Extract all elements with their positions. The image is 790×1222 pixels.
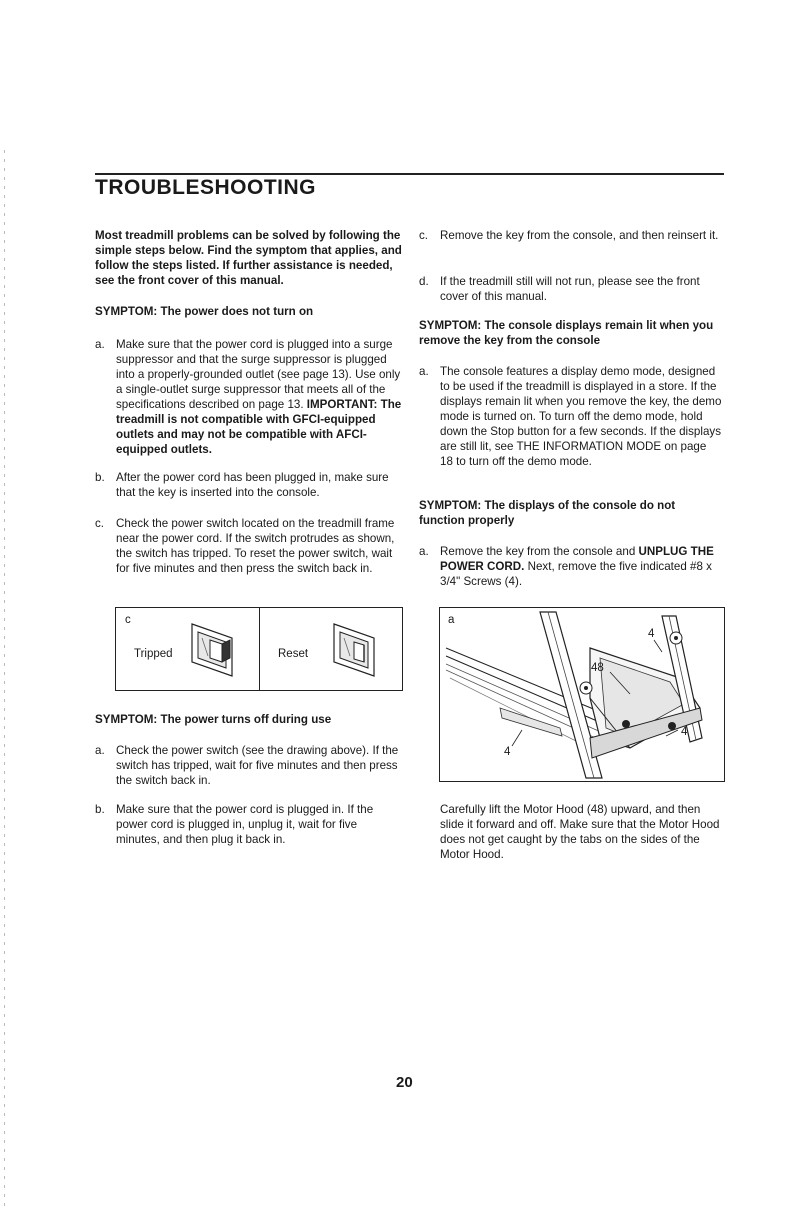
step-label: b. (95, 471, 105, 484)
page-title: TROUBLESHOOTING (95, 176, 316, 199)
step-text: Check the power switch located on the treadmill frame near the power cord. If the switch protrudes as shown, the switch has tripped. To reset the power switch, wait for five minutes and then press the switch back in. (116, 517, 395, 575)
step-label: a. (419, 365, 429, 378)
step-text: Remove the key from the console, and then reinsert it. (440, 229, 719, 242)
symptom-4-heading: SYMPTOM: The displays of the console do not function properly (419, 499, 676, 527)
step-text: After the power cord has been plugged in, make sure that the key is inserted into the console. (116, 471, 389, 499)
motor-hood-instructions: Carefully lift the Motor Hood (48) upward, and then slide it forward and off. Make sure that the Motor Hood does not get caught by the tabs on the sides of the Motor Hood. (440, 803, 720, 861)
step-text: Check the power switch (see the drawing above). If the switch has tripped, wait for five minutes and then press the switch back in. (116, 744, 399, 787)
reset-switch-icon (330, 618, 386, 678)
symptom-2-heading: SYMPTOM: The power turns off during use (95, 713, 332, 726)
step-label: c. (419, 229, 429, 242)
important-note: IMPORTANT: The treadmill is not compatible with GFCI-equipped outlets and may not be compatible with AFCI-equipped outlets. (116, 398, 402, 456)
tripped-switch-icon (188, 618, 244, 678)
step-text: Make sure that the power cord is plugged in. If the power cord is plugged in, unplug it, wait for five minutes, and then plug it back in. (116, 803, 374, 846)
unplug-warning: UNPLUG THE POWER CORD. (440, 545, 714, 573)
step-label: a. (95, 744, 105, 757)
figure-letter: c (125, 614, 131, 626)
symptom-1-heading: SYMPTOM: The power does not turn on (95, 305, 314, 318)
step-label: a. (419, 545, 429, 558)
callout-screw: 4 (648, 628, 655, 640)
figure-divider (259, 608, 260, 690)
step-label: c. (95, 517, 105, 530)
tripped-label: Tripped (134, 648, 173, 660)
step-label: a. (95, 338, 105, 351)
callout-screw: 4 (504, 746, 511, 758)
motor-hood-figure (439, 607, 725, 782)
reset-label: Reset (278, 648, 309, 660)
step-label: d. (419, 275, 429, 288)
symptom-3-heading: SYMPTOM: The console displays remain lit when you remove the key from the console (419, 319, 714, 347)
callout-screw: 4 (681, 726, 688, 738)
page-number: 20 (396, 1074, 413, 1091)
step-text: Make sure that the power cord is plugged into a surge suppressor and that the surge suppressor is plugged into a properly-grounded outlet (see page 13). Use only a single-outlet surge suppressor that meets all of the specifications described on page 13. IMPORTANT: The treadmill is not compatible with GFCI-equipped outlets and may not be compatible with AFCI-equipped outlets. (116, 338, 402, 456)
title-rule (95, 173, 724, 175)
step-text: If the treadmill still will not run, please see the front cover of this manual. (440, 275, 700, 303)
power-switch-figure (115, 607, 403, 691)
figure-letter: a (448, 614, 455, 626)
callout-motor-hood: 48 (591, 662, 604, 674)
step-text: Remove the key from the console and UNPLUG THE POWER CORD. Next, remove the five indicated #8 x 3/4" Screws (4). (440, 545, 714, 588)
step-text: The console features a display demo mode, designed to be used if the treadmill is displayed in a store. If the displays remain lit when you remove the key, the demo mode is turned on. To turn off the demo mode, hold down the Stop button for a few seconds. If the displays are still lit, see THE INFORMATION MODE on page 18 to turn off the demo mode. (440, 365, 722, 468)
step-label: b. (95, 803, 105, 816)
intro-paragraph: Most treadmill problems can be solved by following the simple steps below. Find the symptom that applies, and follow the steps listed. If further assistance is needed, see the front cover of this manual. (95, 229, 402, 287)
scan-margin-line (4, 150, 5, 1210)
motor-hood-drawing (440, 608, 724, 781)
